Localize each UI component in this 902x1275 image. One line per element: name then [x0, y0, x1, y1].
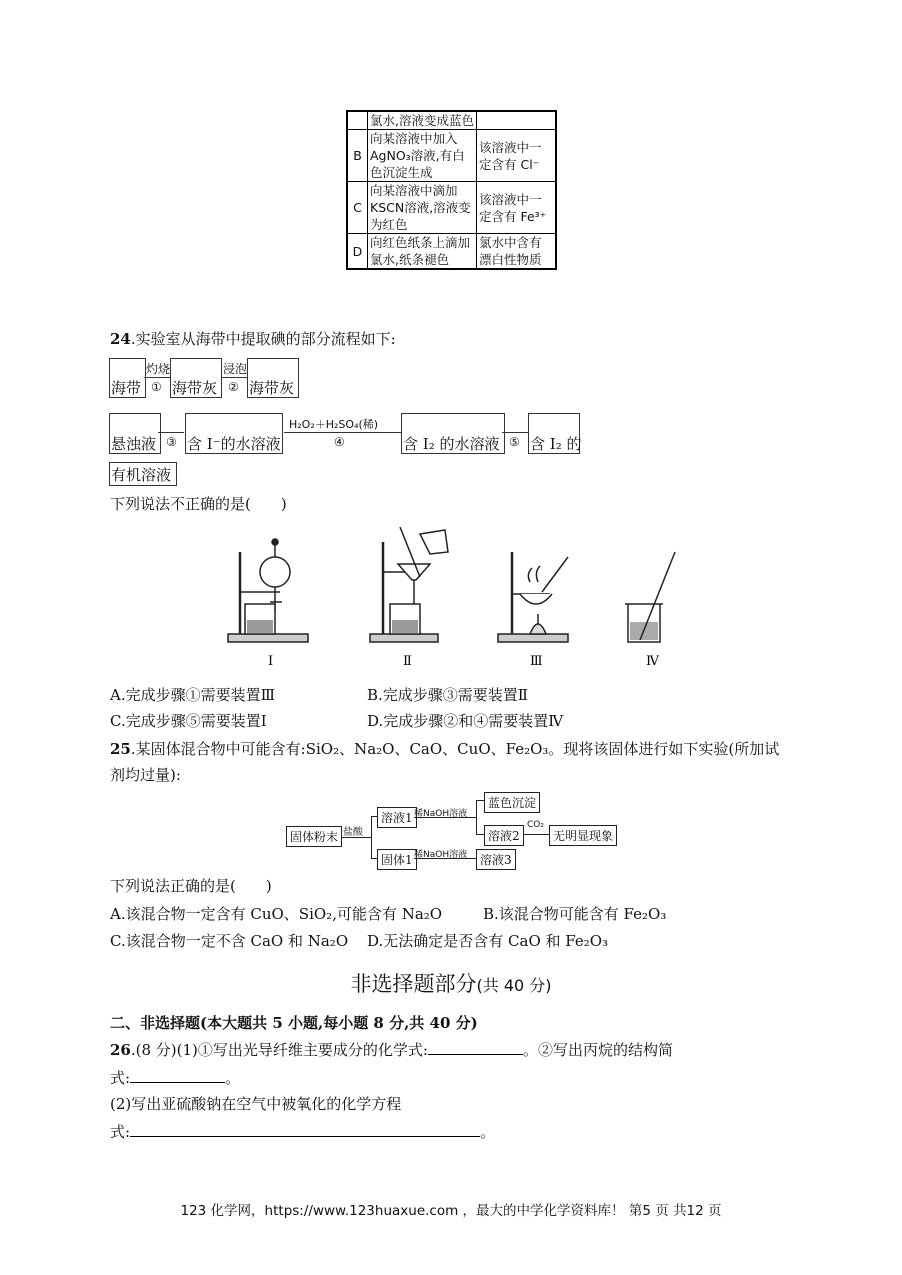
section-title: [0, 968, 902, 998]
flow-arrow: [414, 817, 476, 818]
flow-box-haidai: [109, 358, 146, 398]
flow-box-label: 悬浊液: [111, 435, 157, 453]
table-cell-conclusion: 氯水中含有漂白性物质: [477, 234, 557, 270]
flow-box-label: 含 I₂ 的水溶液: [403, 435, 500, 453]
table-row: [347, 182, 556, 234]
q25-option-a: A.该混合物一定含有 CuO、SiO₂,可能含有 Na₂O: [110, 905, 443, 923]
apparatus-II: [370, 527, 448, 642]
q24-option-c: C.完成步骤⑤需要装置Ⅰ: [110, 712, 267, 730]
flow-arrow: [476, 800, 484, 801]
flow-box-haidaihui-2: [247, 358, 299, 398]
flow-box-blue-precipitate: 蓝色沉淀: [484, 792, 540, 813]
flow-step-label: 浸泡: [223, 362, 248, 376]
q26-line2: [110, 1067, 240, 1088]
table-row: [347, 234, 556, 270]
flow-step-number: ②: [228, 380, 239, 394]
flow-box-solution1: 溶液1: [377, 807, 417, 828]
flow-branch-line: [476, 800, 477, 834]
section-heading: 二、非选择题(本大题共 5 小题,每小题 8 分,共 40 分): [110, 1014, 478, 1032]
section-title-note: (共 40 分): [476, 976, 552, 995]
flow-step-number: ④: [334, 435, 345, 449]
flow-box-label: 含 I⁻的水溶液: [187, 435, 281, 453]
table-cell-key: B: [347, 130, 368, 182]
options-table: [346, 110, 557, 270]
flow-box-label: 有机溶液: [111, 466, 172, 484]
flow-arrow: [144, 377, 170, 378]
q25-option-d: D.无法确定是否含有 CaO 和 Fe₂O₃: [367, 932, 609, 950]
table-row: [347, 111, 556, 130]
flow-step-label: 稀NaOH溶液: [414, 850, 468, 860]
page-footer: 123 化学网，https://www.123huaxue.com ，最大的中学化学资料库！ 第5 页 共12 页: [180, 1203, 722, 1219]
flow-box-label: 海带: [111, 379, 142, 397]
flow-box-haidaihui-1: [170, 358, 222, 398]
flow-box-solid1: 固体1: [377, 849, 417, 870]
answer-blank[interactable]: [130, 1082, 225, 1083]
flow-step-number: ①: [151, 380, 162, 394]
q24-option-b: B.完成步骤③需要装置Ⅱ: [367, 686, 528, 704]
flow-box-start: 固体粉末: [286, 826, 342, 847]
table-cell-operation: 氯水,溶液变成蓝色: [368, 111, 477, 130]
flow-arrow: [221, 377, 247, 378]
flow-box-label: 海带灰: [172, 379, 218, 397]
table-cell-conclusion: 该溶液中一定含有 Cl⁻: [477, 130, 557, 182]
flow-box-xuanzhuoye: [109, 413, 161, 454]
q26-text: 。: [480, 1123, 496, 1141]
flow-box-no-phenomenon: 无明显现象: [549, 825, 617, 846]
q26-line3: (2)写出亚硫酸钠在空气中被氧化的化学方程: [110, 1095, 402, 1113]
flow-step-label: 稀NaOH溶液: [414, 809, 468, 819]
flow-arrow: [158, 432, 184, 433]
q25-number: 25: [110, 740, 131, 758]
apparatus-IV: [625, 552, 675, 642]
table-cell-operation: 向某溶液中加入AgNO₃溶液,有白色沉淀生成: [368, 130, 477, 182]
answer-blank[interactable]: [130, 1136, 480, 1137]
q25-stem-text: .某固体混合物中可能含有:SiO₂、Na₂O、CaO、CuO、Fe₂O₃。现将该固体进行如下实验(所加试: [130, 740, 780, 758]
flow-box-solution3: 溶液3: [476, 849, 516, 870]
q25-stem-cont: 剂均过量):: [110, 766, 181, 784]
table-cell-key: D: [347, 234, 368, 270]
q24-question: 下列说法不正确的是( ): [110, 495, 287, 513]
flow-box-label: 含 I₂ 的: [530, 435, 582, 453]
flow-arrow: [414, 858, 476, 859]
flow-step-label: 灼烧: [146, 362, 171, 376]
q26-text: 。: [225, 1069, 241, 1087]
q24-number: 24: [110, 330, 131, 348]
flow-step-label: 盐酸: [343, 827, 363, 838]
answer-blank[interactable]: [428, 1054, 523, 1055]
table-cell-conclusion: [477, 111, 557, 130]
table-row: [347, 130, 556, 182]
flow-box-hanI-solution: [185, 413, 283, 454]
flow-arrow: [284, 432, 401, 433]
apparatus-figure: [220, 522, 690, 672]
flow-step-label: CO₂: [527, 820, 544, 830]
q26-text: 。②写出丙烷的结构简: [522, 1041, 673, 1059]
flow-step-number: ⑤: [509, 435, 520, 449]
q25-option-c: C.该混合物一定不含 CaO 和 Na₂O: [110, 932, 349, 950]
flow-step-label: H₂O₂＋H₂SO₄(稀): [289, 418, 379, 431]
flow-box-organic-solution: [109, 462, 177, 486]
q24-option-a: A.完成步骤①需要装置Ⅲ: [110, 686, 276, 704]
q26-text: 式:: [110, 1069, 131, 1087]
apparatus-label-IV: Ⅳ: [646, 654, 659, 669]
q25-option-b: B.该混合物可能含有 Fe₂O₃: [483, 905, 667, 923]
table-cell-key: [347, 111, 368, 130]
flow-arrow: [502, 432, 528, 433]
flow-arrow: [476, 834, 484, 835]
table-cell-operation: 向某溶液中滴加KSCN溶液,溶液变为红色: [368, 182, 477, 234]
q25-stem: [110, 738, 779, 759]
q26-text: .(8 分)(1)①写出光导纤维主要成分的化学式:: [130, 1041, 428, 1059]
q24-option-d: D.完成步骤②和④需要装置Ⅳ: [367, 712, 564, 730]
q24-stem: [110, 328, 396, 349]
q26-line4: [110, 1121, 495, 1142]
table-cell-conclusion: 该溶液中一定含有 Fe³⁺: [477, 182, 557, 234]
q26-line1: [110, 1039, 673, 1060]
q25-question: 下列说法正确的是( ): [110, 877, 272, 895]
apparatus-label-III: Ⅲ: [530, 654, 543, 669]
flow-box-hanI2-organic: [528, 413, 580, 454]
flow-step-number: ③: [166, 435, 177, 449]
table-cell-key: C: [347, 182, 368, 234]
flow-box-solution2: 溶液2: [484, 825, 524, 846]
q26-number: 26: [110, 1041, 131, 1059]
flow-box-label: 海带灰: [249, 379, 295, 397]
flow-arrow: [524, 834, 549, 835]
q24-stem-text: .实验室从海带中提取碘的部分流程如下:: [130, 330, 396, 348]
section-title-text: 非选择题部分: [350, 972, 477, 996]
apparatus-III: [498, 552, 568, 642]
flow-box-hanI2-solution: [401, 413, 505, 454]
q26-text: 式:: [110, 1123, 131, 1141]
apparatus-I: [228, 539, 308, 642]
apparatus-label-II: Ⅱ: [403, 654, 412, 669]
apparatus-label-I: Ⅰ: [268, 654, 274, 669]
table-cell-operation: 向红色纸条上滴加氯水,纸条褪色: [368, 234, 477, 270]
flow-branch-line: [371, 816, 372, 858]
